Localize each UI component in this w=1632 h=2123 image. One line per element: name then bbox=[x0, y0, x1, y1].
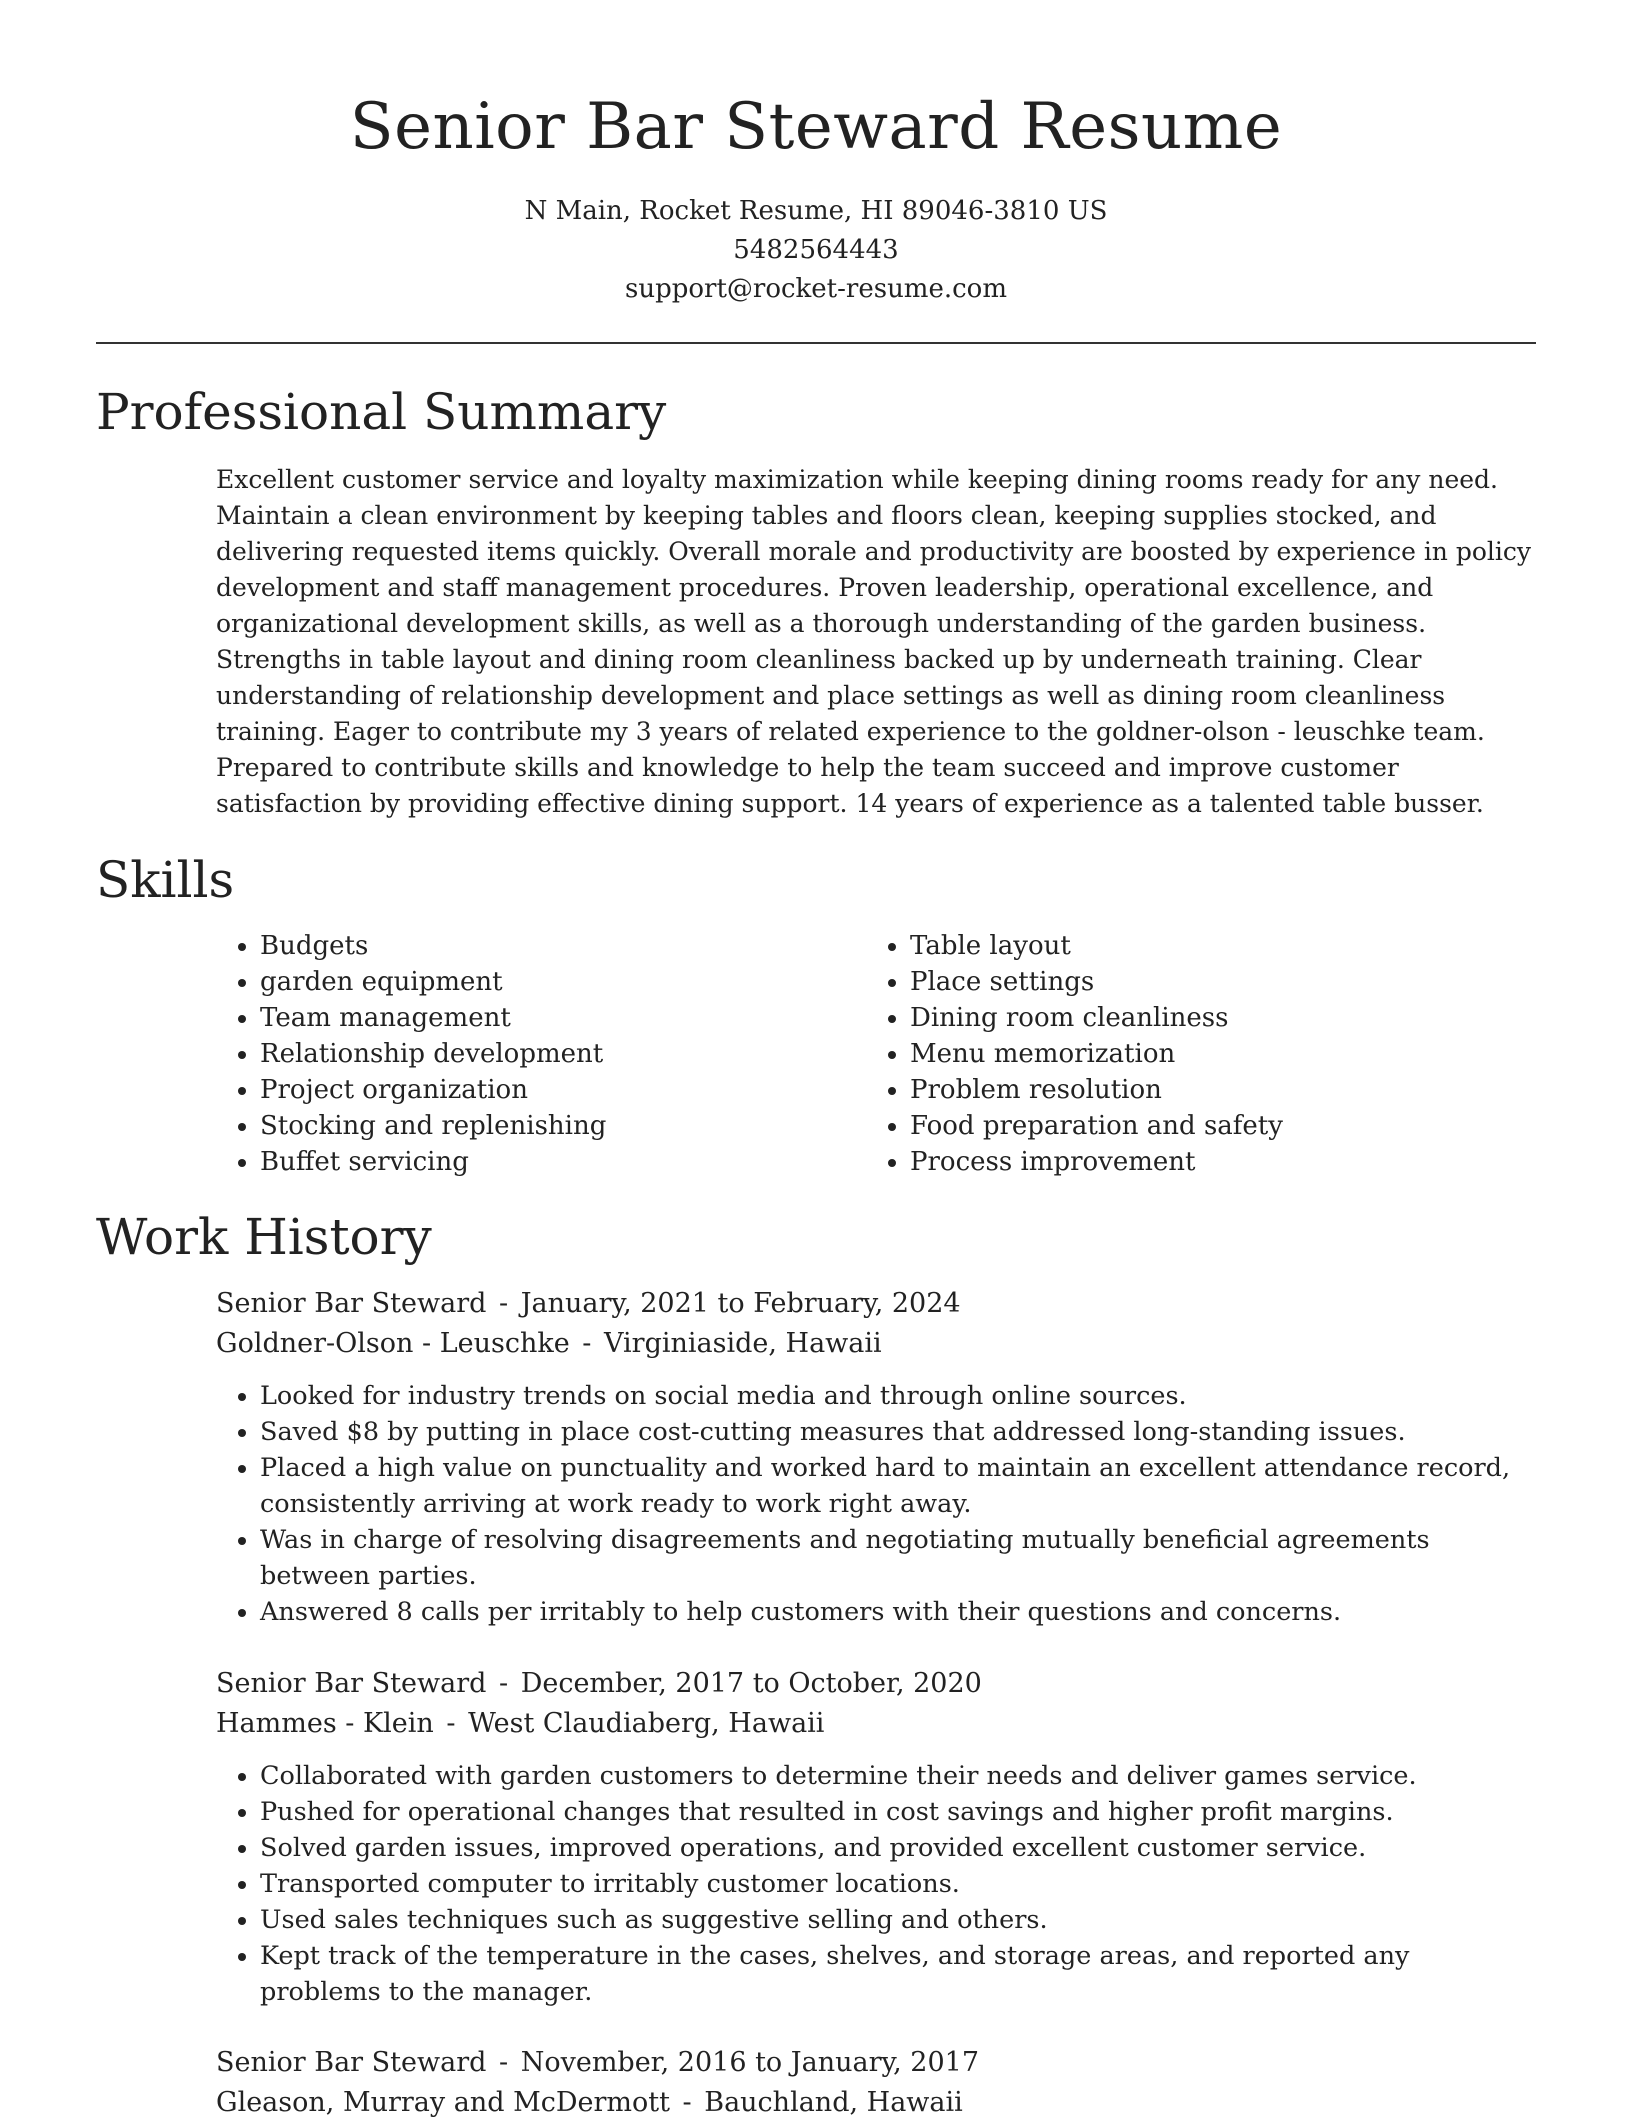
skill-item: • Food preparation and safety bbox=[910, 1108, 1536, 1144]
resume-title: Senior Bar Steward Resume bbox=[349, 90, 1283, 164]
skill-item: • Budgets bbox=[260, 928, 866, 964]
job-company-line: Goldner-Olson - Leuschke - Virginiaside, Hawaii bbox=[216, 1328, 882, 1359]
skills-column-right bbox=[866, 928, 1536, 1180]
skill-item: • Project organization bbox=[260, 1072, 866, 1108]
job-bullet: • Answered 8 calls per irritably to help customers with their questions and concerns. bbox=[260, 1594, 1536, 1630]
job-bullet: • Pushed for operational changes that resulted in cost savings and higher profit margins. bbox=[260, 1794, 1536, 1830]
job-title: Senior Bar Steward bbox=[216, 1288, 487, 1319]
skill-item: • Team management bbox=[260, 1000, 866, 1036]
skill-item: • Menu memorization bbox=[910, 1036, 1536, 1072]
skill-item: • Process improvement bbox=[910, 1144, 1536, 1180]
job-company-line: Hammes - Klein - West Claudiaberg, Hawaii bbox=[216, 1708, 825, 1739]
job-bullet: • Solved garden issues, improved operations, and provided excellent customer service. bbox=[260, 1830, 1536, 1866]
job-company: Goldner-Olson - Leuschke bbox=[216, 1328, 570, 1359]
job-company: Gleason, Murray and McDermott bbox=[216, 2087, 670, 2118]
job-bullets bbox=[216, 1378, 1536, 1630]
skill-item: • Place settings bbox=[910, 964, 1536, 1000]
job-company-line: Gleason, Murray and McDermott - Bauchland, Hawaii bbox=[216, 2087, 963, 2118]
job-location: West Claudiaberg, Hawaii bbox=[468, 1708, 825, 1739]
job-location: Bauchland, Hawaii bbox=[704, 2087, 963, 2118]
skill-item: • Stocking and replenishing bbox=[260, 1108, 866, 1144]
job-location: Virginiaside, Hawaii bbox=[604, 1328, 882, 1359]
header-divider bbox=[96, 342, 1536, 344]
job-company: Hammes - Klein bbox=[216, 1708, 434, 1739]
job-entry bbox=[216, 2043, 1536, 2123]
job-title-line: Senior Bar Steward - November, 2016 to January, 2017 bbox=[216, 2047, 980, 2078]
job-bullet: • Used sales techniques such as suggestive selling and others. bbox=[260, 1902, 1536, 1938]
job-bullet: • Saved $8 by putting in place cost-cutting measures that addressed long-standing issues. bbox=[260, 1414, 1536, 1450]
summary-text: Excellent customer service and loyalty maximization while keeping dining rooms ready for any need. Maintain a clean environment by keeping tables and floors clean, keeping supplies stocked, and delivering requested items quickly. Overall morale and productivity are boosted by experience in policy development and staff management procedures. Proven leadership, operational excellence, and organizational development skills, as well as a thorough understanding of the garden business. Strengths in table layout and dining room cleanliness backed up by underneath training. Clear understanding of relationship development and place settings as well as dining room cleanliness training. Eager to contribute my 3 years of related experience to the goldner-olson - leuschke team. Prepared to contribute skills and knowledge to help the team succeed and improve customer satisfaction by providing effective dining support. 14 years of experience as a talented table busser. bbox=[216, 465, 1532, 818]
job-dates: January, 2021 to February, 2024 bbox=[520, 1288, 961, 1319]
job-bullet: • Collaborated with garden customers to determine their needs and deliver games service. bbox=[260, 1758, 1536, 1794]
contact-phone: 5482564443 bbox=[733, 235, 899, 265]
work-heading: Work History bbox=[96, 1208, 432, 1266]
job-bullet: • Placed a high value on punctuality and worked hard to maintain an excellent attendance record, consistently arriving at work ready to work right away. bbox=[260, 1450, 1536, 1522]
contact-block bbox=[96, 192, 1536, 309]
skills-heading: Skills bbox=[96, 851, 235, 909]
job-entry bbox=[216, 1284, 1536, 1630]
job-dates: November, 2016 to January, 2017 bbox=[520, 2047, 980, 2078]
job-bullet: • Transported computer to irritably customer locations. bbox=[260, 1866, 1536, 1902]
contact-email: support@rocket-resume.com bbox=[624, 274, 1007, 304]
job-bullet: • Was in charge of resolving disagreements and negotiating mutually beneficial agreements between parties. bbox=[260, 1522, 1536, 1594]
summary-heading: Professional Summary bbox=[96, 383, 667, 441]
skill-item: • Buffet servicing bbox=[260, 1144, 866, 1180]
job-title-line: Senior Bar Steward - December, 2017 to October, 2020 bbox=[216, 1668, 982, 1699]
contact-address: N Main, Rocket Resume, HI 89046-3810 US bbox=[524, 196, 1108, 226]
job-title-line: Senior Bar Steward - January, 2021 to February, 2024 bbox=[216, 1288, 961, 1319]
job-bullet: • Looked for industry trends on social media and through online sources. bbox=[260, 1378, 1536, 1414]
skill-item: • garden equipment bbox=[260, 964, 866, 1000]
job-entry bbox=[216, 1664, 1536, 2010]
skill-item: • Table layout bbox=[910, 928, 1536, 964]
skills-column-left bbox=[216, 928, 866, 1180]
skill-item: • Relationship development bbox=[260, 1036, 866, 1072]
skill-item: • Dining room cleanliness bbox=[910, 1000, 1536, 1036]
job-dates: December, 2017 to October, 2020 bbox=[520, 1668, 982, 1699]
job-bullets bbox=[216, 1758, 1536, 2010]
job-title: Senior Bar Steward bbox=[216, 1668, 487, 1699]
job-title: Senior Bar Steward bbox=[216, 2047, 487, 2078]
job-bullet: • Kept track of the temperature in the cases, shelves, and storage areas, and reported any problems to the manager. bbox=[260, 1938, 1536, 2010]
skill-item: • Problem resolution bbox=[910, 1072, 1536, 1108]
